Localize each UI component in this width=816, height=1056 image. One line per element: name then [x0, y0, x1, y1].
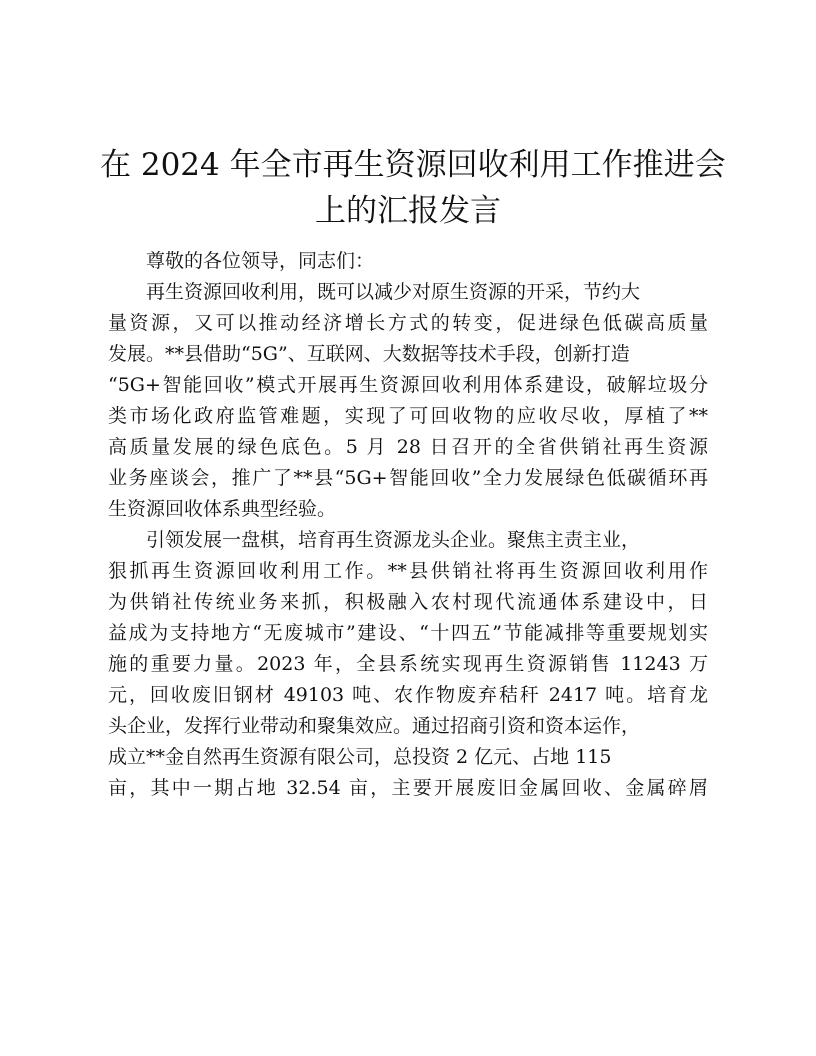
paragraph-line: 狠抓再生资源回收利用工作。**县供销社将再生资源回收利用作 [108, 560, 708, 582]
paragraph-line: 类市场化政府监管难题，实现了可回收物的应收尽收，厚植了** [108, 405, 708, 427]
paragraph-line: 发展。**县借助“5G”、互联网、大数据等技术手段，创新打造 [108, 343, 630, 365]
paragraph-line: 成立**金自然再生资源有限公司，总投资 2 亿元、占地 115 [108, 746, 612, 768]
paragraph-line: 元，回收废旧钢材 49103 吨、农作物废弃秸秆 2417 吨。培育龙 [108, 684, 708, 706]
title-line: 在 2024 年全市再生资源回收利用工作推进会 [100, 147, 726, 183]
paragraph-line: “5G+智能回收”模式开展再生资源回收利用体系建设，破解垃圾分 [108, 374, 708, 396]
paragraph-line: 亩，其中一期占地 32.54 亩，主要开展废旧金属回收、金属碎屑 [108, 777, 708, 799]
document-title [100, 142, 726, 234]
paragraph-line: 施的重要力量。2023 年，全县系统实现再生资源销售 11243 万 [108, 653, 708, 675]
salutation: 尊敬的各位领导，同志们： [146, 250, 375, 272]
paragraph-line: 高质量发展的绿色底色。5 月 28 日召开的全省供销社再生资源 [108, 436, 708, 458]
title-line: 上的汇报发言 [315, 193, 501, 229]
paragraph-line: 头企业，发挥行业带动和聚集效应。通过招商引资和资本运作， [108, 715, 641, 737]
paragraph-line: 引领发展一盘棋，培育再生资源龙头企业。聚焦主责主业， [146, 529, 641, 551]
paragraph-line: 生资源回收体系典型经验。 [108, 498, 337, 520]
paragraph-line: 量资源，又可以推动经济增长方式的转变，促进绿色低碳高质量 [108, 312, 708, 334]
paragraph-line: 为供销社传统业务来抓，积极融入农村现代流通体系建设中，日 [108, 591, 708, 613]
paragraph-line: 业务座谈会，推广了**县“5G+智能回收”全力发展绿色低碳循环再 [108, 467, 708, 489]
paragraph-line: 再生资源回收利用，既可以减少对原生资源的开采，节约大 [146, 281, 641, 303]
paragraph-line: 益成为支持地方“无废城市”建设、“十四五”节能减排等重要规划实 [108, 622, 708, 644]
document-body [108, 246, 708, 804]
